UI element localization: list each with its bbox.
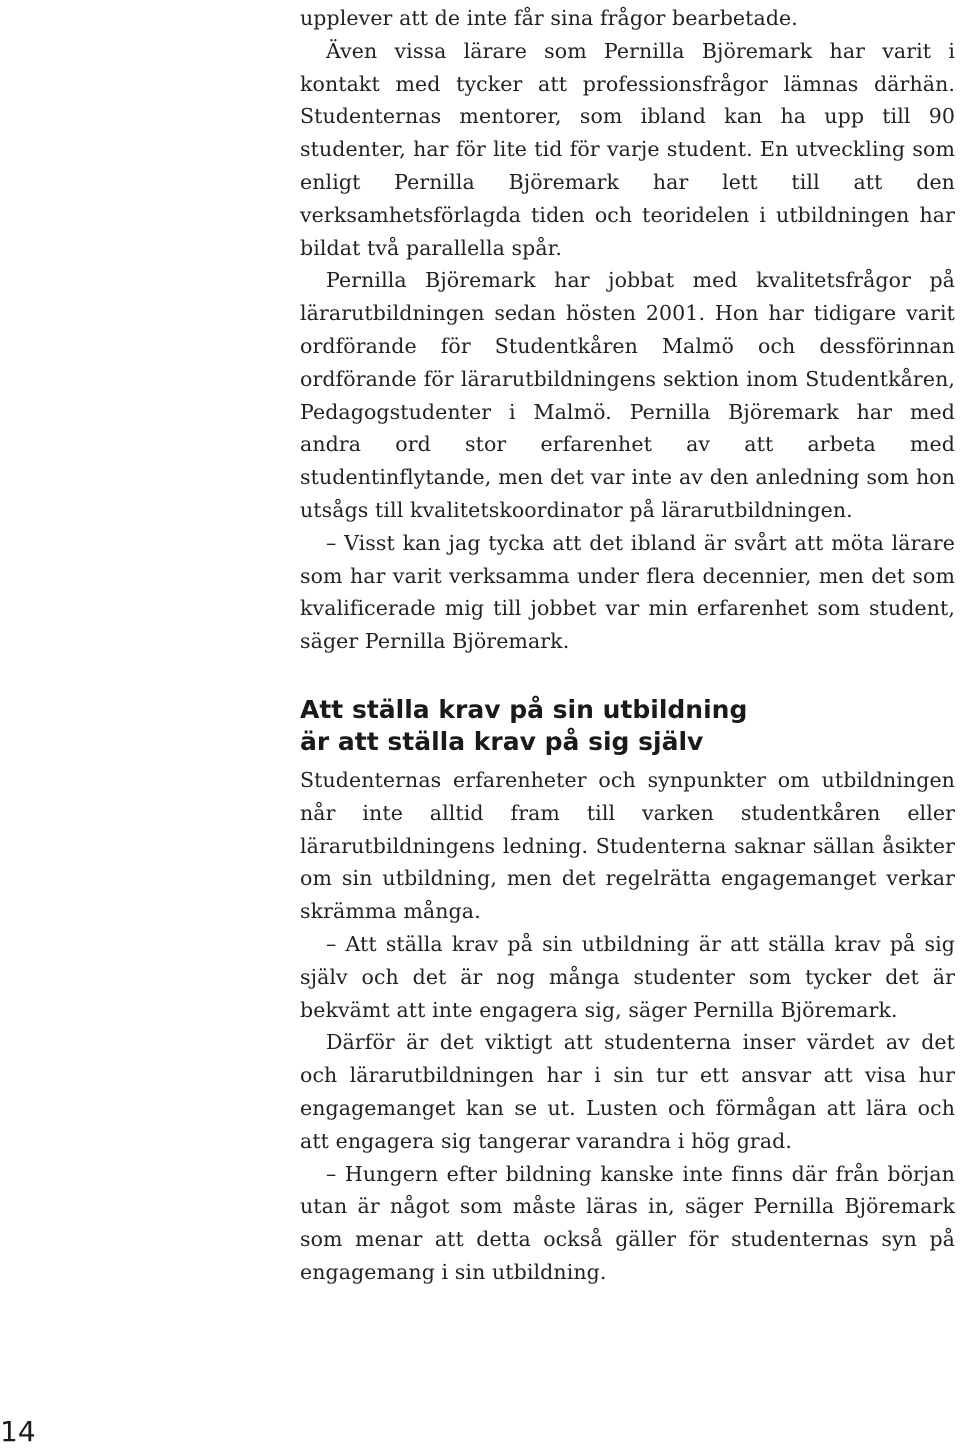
paragraph: – Hungern efter bildning kanske inte finns där från början utan är något som måste läras in, säger Pernilla Björemark som menar att detta också gäller för studenternas syn på engagemang i sin utbildning. <box>300 1161 955 1284</box>
section-heading-line-1: Att ställa krav på sin utbildning <box>300 694 748 724</box>
paragraph: – Att ställa krav på sin utbildning är att ställa krav på sig själv och det är nog många studenter som tycker det är bekvämt att inte engagera sig, säger Pernilla Björemark. <box>300 931 955 1022</box>
paragraph: upplever att de inte får sina frågor bearbetade. <box>300 6 798 30</box>
page-number: 14 <box>0 1415 36 1448</box>
paragraph: Därför är det viktigt att studenterna inser värdet av det och lärarutbildningen har i sin tur ett ansvar att visa hur engagemanget kan se ut. Lusten och förmågan att lära och att engagera sig tangerar varandra i hög grad. <box>300 1030 955 1153</box>
section-heading <box>300 694 955 758</box>
article-column <box>300 2 955 1289</box>
section-heading-line-2: är att ställa krav på sig själv <box>300 726 704 756</box>
paragraph: Studenternas erfarenheter och synpunkter om utbildningen når inte alltid fram till varken studentkåren eller lärarutbildningens ledning. Studenterna saknar sällan åsikter om sin utbildning, men det regelrätta engagemanget verkar skrämma många. <box>300 767 955 924</box>
paragraph: Även vissa lärare som Pernilla Björemark har varit i kontakt med tycker att professionsfrågor lämnas därhän. Studenternas mentorer, som ibland kan ha upp till 90 studenter, har för lite tid för varje student. En utveckling som enligt Pernilla Björemark har lett till att den verksamhetsförlagda tiden och teoridelen i utbildningen har bildat två parallella spår. <box>300 38 955 260</box>
paragraph: – Visst kan jag tycka att det ibland är svårt att möta lärare som har varit verksamma under flera decennier, men det som kvalificerade mig till jobbet var min erfarenhet som student, säger Pernilla Björemark. <box>300 530 955 654</box>
paragraph: Pernilla Björemark har jobbat med kvalitetsfrågor på lärarutbildningen sedan hösten 2001. Hon har tidigare varit ordförande för Studentkåren Malmö och dessförinnan ordförande för lärarutbildningens sektion inom Studentkåren, Pedagogstudenter i Malmö. Pernilla Björemark har med andra ord stor erfarenhet av att arbeta med studentinflytande, men det var inte av den anledning som hon utsågs till kvalitetskoordinator på lärarutbildningen. <box>300 268 955 522</box>
